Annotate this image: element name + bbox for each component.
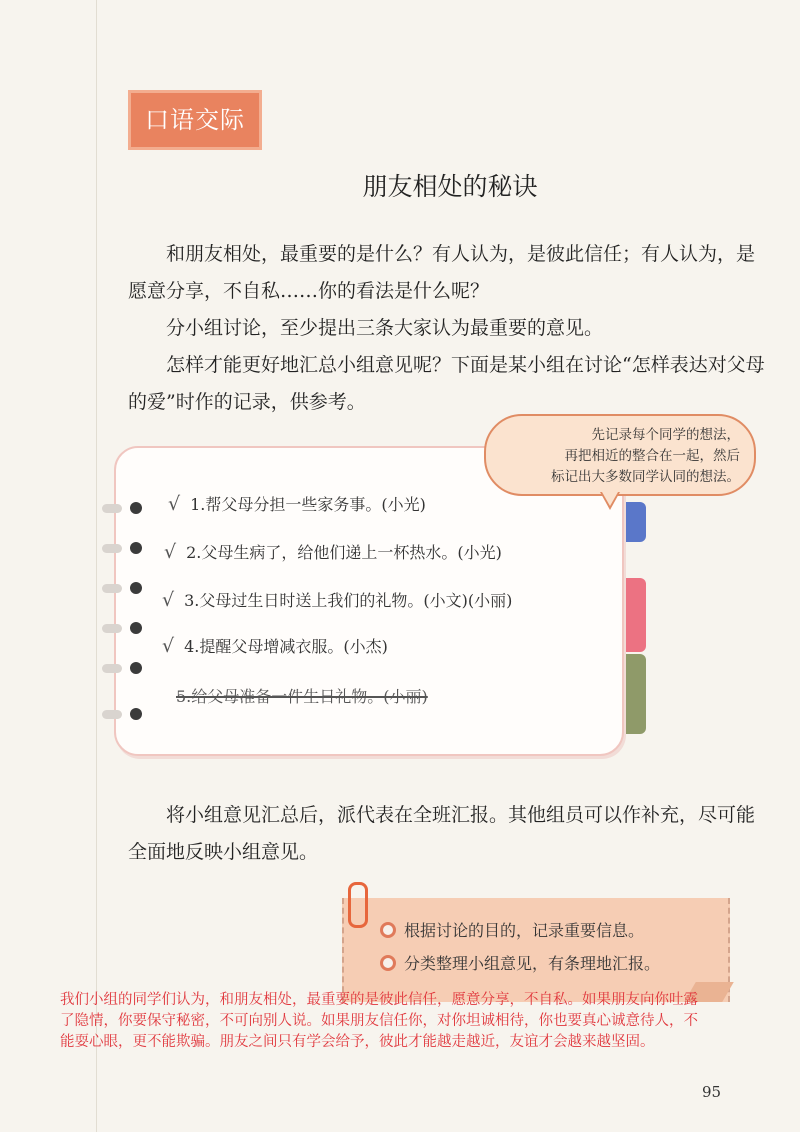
list-item: 根据讨论的目的，记录重要信息。 (380, 914, 660, 947)
check-mark-icon: √ (164, 541, 177, 563)
section-label: 口语交际 (128, 90, 262, 150)
paragraph-method: 怎样才能更好地汇总小组意见呢？下面是某小组在讨论“怎样表达对父母的爱”时作的记录，供参考。 (128, 354, 765, 413)
paragraph-intro: 和朋友相处，最重要的是什么？有人认为，是彼此信任；有人认为，是愿意分享，不自私……你的看法是什么呢？ (128, 243, 756, 302)
list-item-struck: 5.给父母准备一件生日礼物。(小丽) (176, 687, 428, 706)
list-item: √ 1.帮父母分担一些家务事。(小光) (168, 493, 426, 515)
bullet-icon (380, 955, 396, 971)
bubble-line: 标记出大多数同学认同的想法。 (551, 469, 740, 485)
bubble-line: 再把相近的整合在一起，然后 (564, 448, 740, 464)
check-mark-icon: √ (162, 589, 175, 611)
page-number: 95 (702, 1083, 722, 1101)
list-item: √ 4.提醒父母增减衣服。(小杰) (162, 635, 388, 657)
tip-speech-bubble (484, 414, 756, 496)
paragraph-report: 将小组意见汇总后，派代表在全班汇报。其他组员可以作补充，尽可能全面地反映小组意见。 (128, 804, 756, 863)
handwritten-answer: 我们小组的同学们认为，和朋友相处，最重要的是彼此信任，愿意分享，不自私。如果朋友向你吐露了隐情，你要保守秘密，不可向别人说。如果朋友信任你，对你坦诚相待，你也要真心诚意待人，不能耍心眼，更不能欺骗。朋友之间只有学会给予，彼此才能越走越近，友谊才会越来越坚固。 (60, 992, 698, 1050)
bubble-tail-inner (602, 492, 618, 506)
page-title: 朋友相处的秘诀 (362, 172, 538, 201)
check-mark-icon: √ (168, 493, 181, 515)
tips-list (380, 914, 660, 980)
check-mark-icon: √ (162, 635, 175, 657)
bubble-line: 先记录每个同学的想法， (591, 427, 740, 443)
paragraph-task: 分小组讨论，至少提出三条大家认为最重要的意见。 (166, 317, 604, 339)
tips-card (342, 898, 730, 1002)
list-item: √ 2.父母生病了，给他们递上一杯热水。(小光) (164, 541, 502, 563)
list-item: √ 3.父母过生日时送上我们的礼物。(小文)(小丽) (162, 589, 513, 611)
list-item: 分类整理小组意见，有条理地汇报。 (380, 947, 660, 980)
bullet-icon (380, 922, 396, 938)
page-edge (96, 0, 97, 1132)
paperclip-icon (348, 882, 368, 928)
